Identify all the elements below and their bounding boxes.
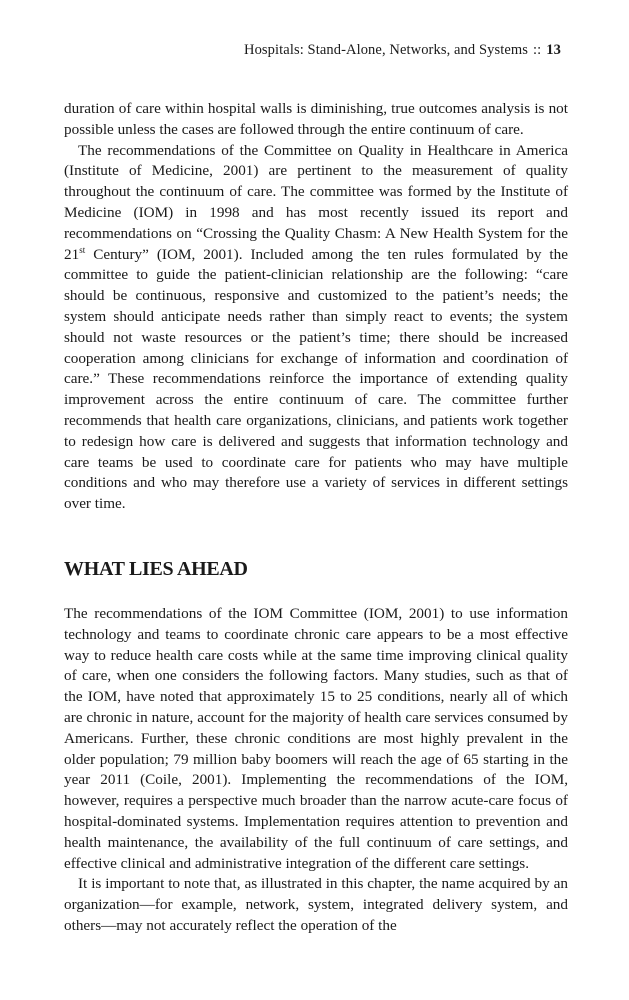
superscript-ordinal: st	[79, 244, 86, 255]
body-text-bottom	[64, 604, 568, 937]
paragraph-iom-committee	[64, 141, 568, 515]
paragraph-organization-name: It is important to note that, as illustrated in this chapter, the name acquired by an organization—for example, network, system, integrated delivery system, and others—may not accurately reflect the operation of the	[64, 875, 568, 934]
paragraph-what-lies-ahead: The recommendations of the IOM Committee (IOM, 2001) to use information technology and teams to coordinate chronic care appears to be a most effective way to reduce health care costs while at the same time improving clinical quality of care, when one considers the following factors. Many studies, such as that of the IOM, have noted that approximately 15 to 25 conditions, nearly all of which are chronic in nature, account for the majority of health care services consumed by Americans. Further, these chronic conditions are most highly prevalent in the older population; 79 million baby boomers will reach the age of 65 starting in the year 2011 (Coile, 2001). Implementing the recommendations of the IOM, however, requires a perspective much broader than the narrow acute-care focus of hospital-dominated systems. Implementation requires attention to prevention and health maintenance, the availability of the full continuum of care settings, and effective clinical and administrative integration of the different care settings.	[64, 605, 568, 872]
page-number: 13	[546, 42, 561, 58]
paragraph-text: The recommendations of the Committee on Quality in Healthcare in America (Institute of Medicine, 2001) are pertinent to the measurement of quality throughout the continuum of care. The committee was formed by the Institute of Medicine (IOM) in 1998 and has most recently issued its report and recommendations on “Crossing the Quality Chasm: A New Health System for the 21	[64, 141, 568, 263]
paragraph-text: Century” (IOM, 2001). Included among the ten rules formulated by the committee to guide the patient-clinician relationship are the following: “care should be continuous, responsive and customized to the patient’s needs; the system should anticipate needs rather than simply react to events; the system should not waste resources or the patient’s time; there should be increased cooperation among clinicians for exchange of information and coordination of care.” These recommendations reinforce the importance of extending quality improvement across the entire continuum of care. The committee further recommends that health care organizations, clinicians, and patients work together to redesign how care is delivered and suggests that information technology and care teams be used to coordinate care for patients who may have multiple conditions and who may therefore use a variety of services in different settings over time.	[64, 245, 568, 513]
running-head	[244, 42, 561, 59]
section-heading: WHAT LIES AHEAD	[64, 558, 248, 580]
running-title: Hospitals: Stand-Alone, Networks, and Systems	[244, 42, 529, 58]
running-head-separator: ::	[533, 42, 542, 58]
body-text-top	[64, 99, 568, 515]
paragraph-continuation: duration of care within hospital walls is diminishing, true outcomes analysis is not possible unless the cases are followed through the entire continuum of care.	[64, 100, 568, 138]
